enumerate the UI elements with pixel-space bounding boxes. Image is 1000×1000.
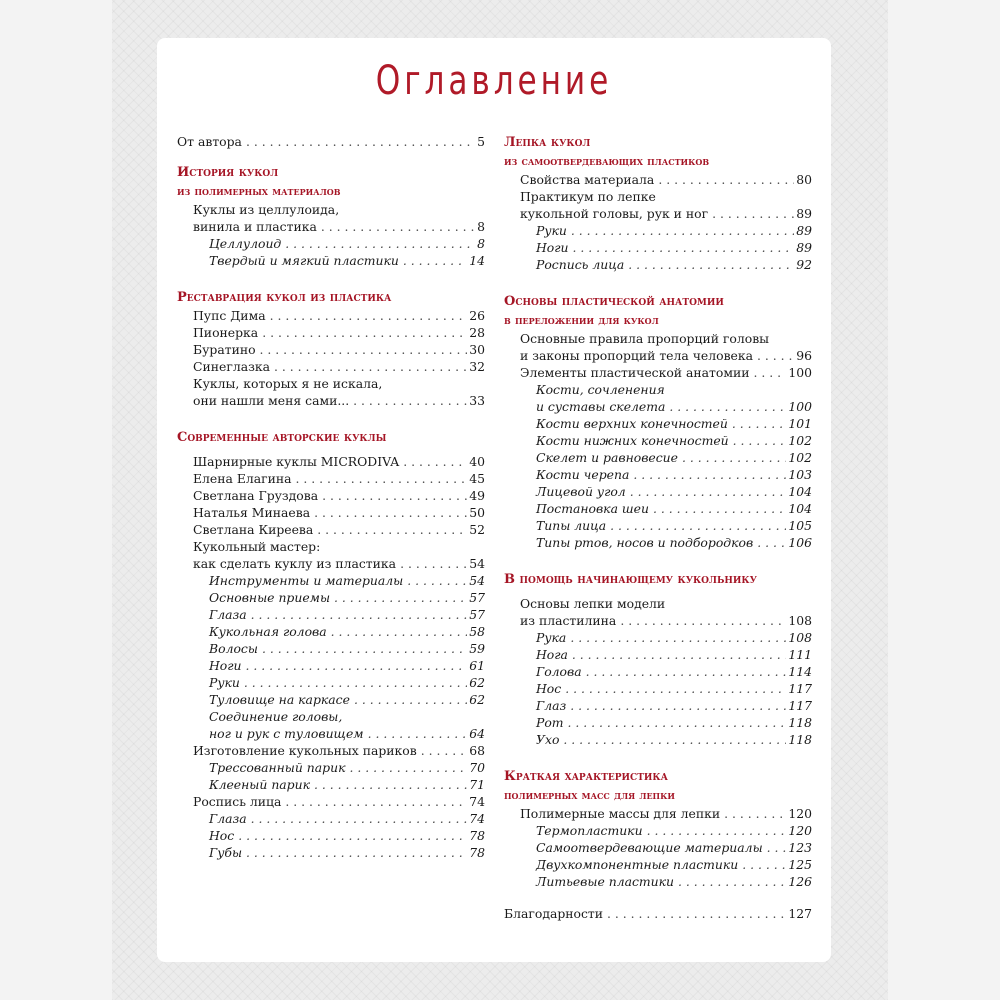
toc-page	[157, 38, 831, 962]
section-heading-line2[interactable]: в переложении для кукол	[504, 313, 659, 327]
toc-entry[interactable]: Нос . . . 78	[177, 827, 485, 844]
section-heading[interactable]: Основы пластической анатомии	[504, 294, 724, 309]
toc-entry[interactable]: Термопластики . . . 120	[504, 822, 812, 839]
toc-entry[interactable]: Кукольная голова . . . 58	[177, 623, 485, 640]
toc-entry[interactable]: Литьевые пластики . . . 126	[504, 873, 812, 890]
toc-entry[interactable]: Синеглазка . . . 32	[177, 358, 485, 375]
section-heading[interactable]: Краткая характеристика	[504, 769, 668, 784]
toc-entry[interactable]: Руки . . . 62	[177, 674, 485, 691]
toc-entry[interactable]: Светлана Киреева . . . 52	[177, 521, 485, 538]
toc-entry[interactable]: Глаз . . . 117	[504, 697, 812, 714]
toc-entry[interactable]: Постановка шеи . . . 104	[504, 500, 812, 517]
section-heading-line2[interactable]: из самоотвердевающих пластиков	[504, 154, 710, 168]
section-heading[interactable]: История кукол	[177, 165, 279, 180]
toc-entry[interactable]: Основные правила пропорций головы	[520, 331, 770, 346]
toc-entry[interactable]: Кукольный мастер:	[193, 539, 321, 554]
toc-entry[interactable]: Изготовление кукольных париков . . . 68	[177, 742, 485, 759]
toc-entry[interactable]: Куклы из целлулоида,	[193, 202, 340, 217]
section-heading-line2[interactable]: полимерных масс для лепки	[504, 788, 675, 802]
toc-entry[interactable]: Елена Елагина . . . 45	[177, 470, 485, 487]
toc-entry[interactable]: Нога . . . 111	[504, 646, 812, 663]
toc-left-column	[177, 133, 485, 861]
toc-entry[interactable]: Пупс Дима . . . 26	[177, 307, 485, 324]
page-title: Оглавление	[375, 58, 613, 104]
toc-entry[interactable]: Шарнирные куклы MICRODIVA . . . 40	[177, 453, 485, 470]
toc-entry[interactable]: Светлана Груздова . . . 49	[177, 487, 485, 504]
toc-entry[interactable]: Основы лепки модели	[520, 596, 666, 611]
toc-entry[interactable]: Полимерные массы для лепки . . . 120	[504, 805, 812, 822]
toc-entry[interactable]: они нашли меня сами... . . . 33	[177, 392, 485, 409]
toc-entry[interactable]: Глаза . . . 74	[177, 810, 485, 827]
toc-entry[interactable]: Целлулоид . . . 8	[177, 235, 485, 252]
toc-entry[interactable]: Элементы пластической анатомии . . . 100	[504, 364, 812, 381]
toc-entry[interactable]: Лицевой угол . . . 104	[504, 483, 812, 500]
toc-entry[interactable]: Основные приемы . . . 57	[177, 589, 485, 606]
toc-entry[interactable]: ног и рук с туловищем . . . 64	[177, 725, 485, 742]
toc-entry[interactable]: кукольной головы, рук и ног . . . 89	[504, 205, 812, 222]
toc-entry[interactable]: Кости нижних конечностей . . . 102	[504, 432, 812, 449]
toc-entry[interactable]: Буратино . . . 30	[177, 341, 485, 358]
toc-entry[interactable]: Соединение головы,	[209, 709, 343, 724]
section-heading-line2[interactable]: из полимерных материалов	[177, 184, 341, 198]
toc-entry[interactable]: как сделать куклу из пластика . . . 54	[177, 555, 485, 572]
toc-entry[interactable]: Нос . . . 117	[504, 680, 812, 697]
toc-entry[interactable]: Наталья Минаева . . . 50	[177, 504, 485, 521]
toc-entry[interactable]: Ноги . . . 61	[177, 657, 485, 674]
toc-entry[interactable]: Клееный парик . . . 71	[177, 776, 485, 793]
toc-entry[interactable]: Куклы, которых я не искала,	[193, 376, 383, 391]
toc-entry[interactable]: Рука . . . 108	[504, 629, 812, 646]
toc-entry[interactable]: из пластилина . . . 108	[504, 612, 812, 629]
section-heading[interactable]: Лепка кукол	[504, 135, 591, 150]
toc-entry[interactable]: Типы ртов, носов и подбородков . . . 106	[504, 534, 812, 551]
toc-entry[interactable]: Руки . . . 89	[504, 222, 812, 239]
toc-entry[interactable]: Кости черепа . . . 103	[504, 466, 812, 483]
toc-entry[interactable]: винила и пластика . . . 8	[177, 218, 485, 235]
section-heading[interactable]: В помощь начинающему кукольнику	[504, 572, 757, 587]
toc-entry[interactable]: Роспись лица . . . 74	[177, 793, 485, 810]
toc-entry[interactable]: От автора . . . 5	[177, 133, 485, 150]
toc-entry[interactable]: Типы лица . . . 105	[504, 517, 812, 534]
toc-entry[interactable]: Рот . . . 118	[504, 714, 812, 731]
toc-entry[interactable]: Инструменты и материалы . . . 54	[177, 572, 485, 589]
toc-entry[interactable]: Голова . . . 114	[504, 663, 812, 680]
toc-entry[interactable]: Практикум по лепке	[520, 189, 656, 204]
toc-entry[interactable]: Самоотвердевающие материалы . . . 123	[504, 839, 812, 856]
section-heading[interactable]: Современные авторские куклы	[177, 430, 387, 445]
section-heading[interactable]: Реставрация кукол из пластика	[177, 290, 392, 305]
toc-entry[interactable]: Благодарности . . . 127	[504, 905, 812, 922]
toc-entry[interactable]: Свойства материала . . . 80	[504, 171, 812, 188]
toc-entry[interactable]: Волосы . . . 59	[177, 640, 485, 657]
toc-entry[interactable]: Ноги . . . 89	[504, 239, 812, 256]
toc-entry[interactable]: Твердый и мягкий пластики . . . 14	[177, 252, 485, 269]
toc-entry[interactable]: Роспись лица . . . 92	[504, 256, 812, 273]
toc-entry[interactable]: Ухо . . . 118	[504, 731, 812, 748]
toc-entry[interactable]: Трессованный парик . . . 70	[177, 759, 485, 776]
toc-entry[interactable]: Скелет и равновесие . . . 102	[504, 449, 812, 466]
toc-entry[interactable]: Губы . . . 78	[177, 844, 485, 861]
toc-entry[interactable]: и суставы скелета . . . 100	[504, 398, 812, 415]
toc-entry[interactable]: Глаза . . . 57	[177, 606, 485, 623]
toc-entry[interactable]: Кости, сочленения	[536, 382, 665, 397]
toc-entry[interactable]: и законы пропорций тела человека . . . 96	[504, 347, 812, 364]
toc-entry[interactable]: Кости верхних конечностей . . . 101	[504, 415, 812, 432]
toc-entry[interactable]: Туловище на каркасе . . . 62	[177, 691, 485, 708]
toc-entry[interactable]: Двухкомпонентные пластики . . . 125	[504, 856, 812, 873]
toc-right-column	[504, 133, 812, 922]
toc-entry[interactable]: Пионерка . . . 28	[177, 324, 485, 341]
